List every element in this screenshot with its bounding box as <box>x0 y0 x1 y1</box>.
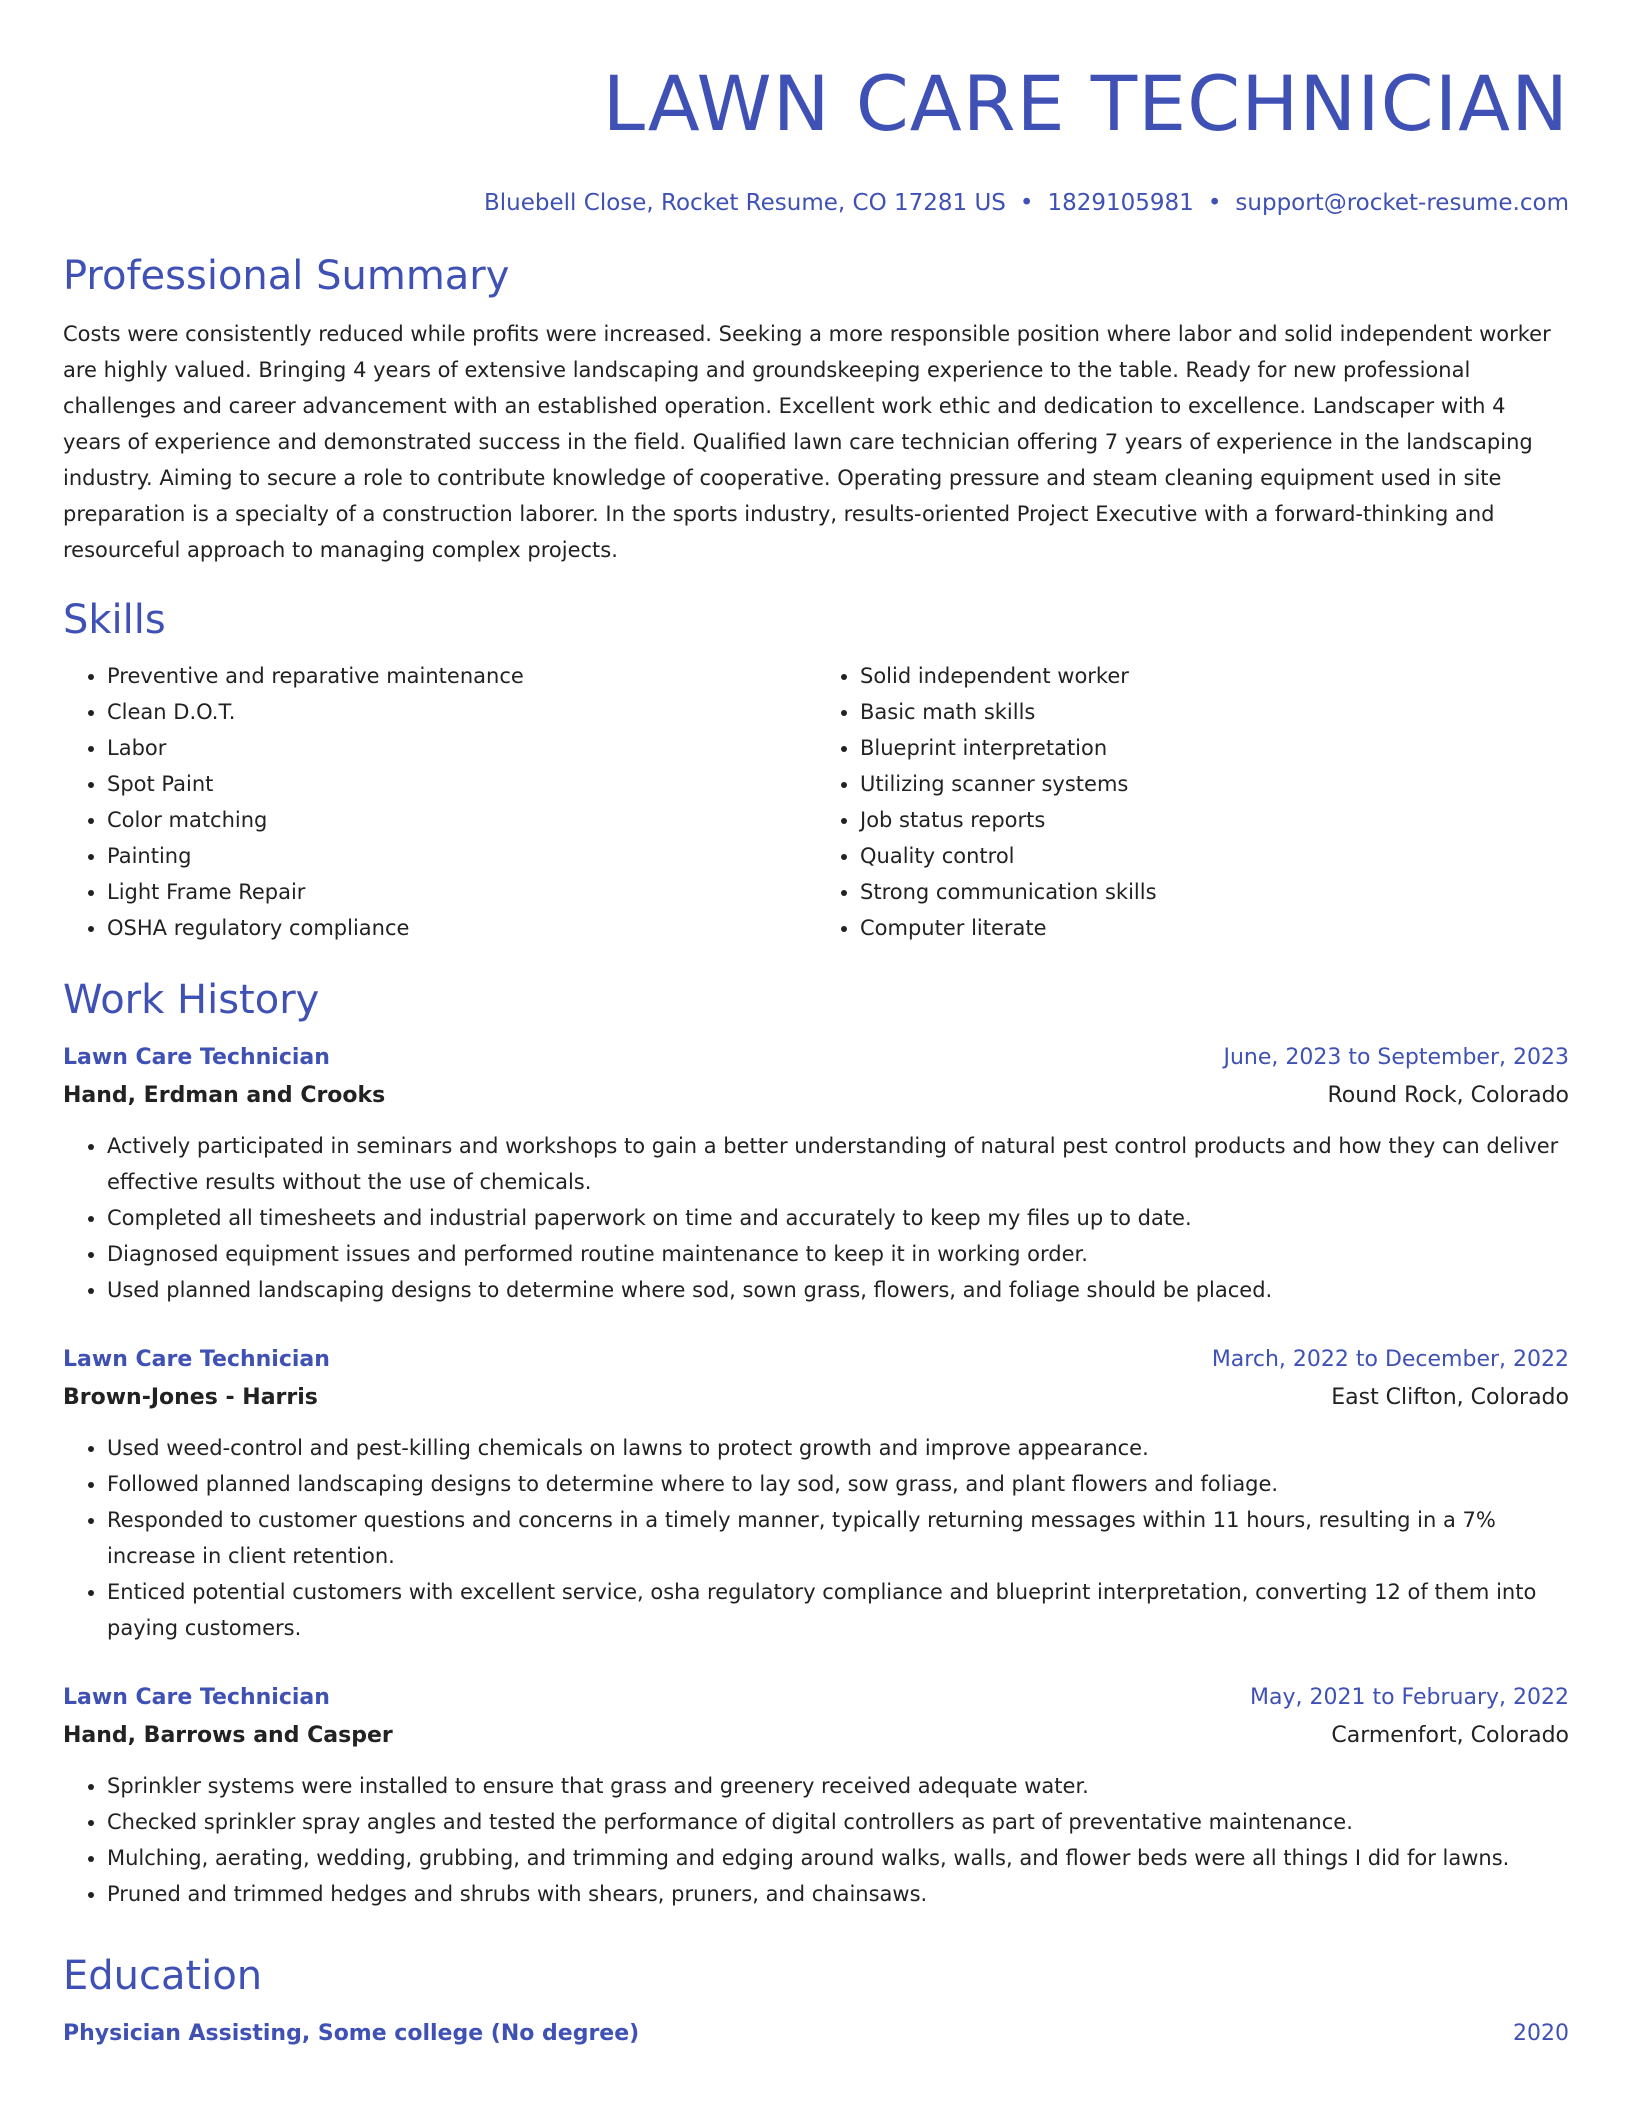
contact-separator: • <box>1207 190 1222 216</box>
job-bullet: • Used weed-control and pest-killing chemicals on lawns to protect growth and improve appearance. <box>107 1430 1569 1466</box>
skill-item: • Blueprint interpretation <box>860 730 1569 766</box>
skill-item: • Color matching <box>107 802 816 838</box>
job-title: Lawn Care Technician <box>63 1347 330 1372</box>
job-company: Hand, Erdman and Crooks <box>63 1083 386 1108</box>
job-bullets <box>63 1128 1569 1308</box>
job-bullet: • Mulching, aerating, wedding, grubbing, and trimming and edging around walks, walls, and flower beds were all things I did for lawns. <box>107 1840 1569 1876</box>
contact-line <box>63 188 1569 218</box>
job-bullet: • Responded to customer questions and concerns in a timely manner, typically returning messages within 11 hours, resulting in a 7% increase in client retention. <box>107 1502 1569 1574</box>
job-company: Brown-Jones - Harris <box>63 1385 318 1410</box>
job-dates: May, 2021 to February, 2022 <box>1250 1685 1569 1710</box>
education-entry <box>63 2016 1569 2052</box>
contact-address: Bluebell Close, Rocket Resume, CO 17281 US <box>484 190 1006 216</box>
skill-item: • Clean D.O.T. <box>107 694 816 730</box>
job-title: Lawn Care Technician <box>63 1685 330 1710</box>
summary-heading: Professional Summary <box>63 253 510 299</box>
skills-heading: Skills <box>63 597 166 643</box>
work-history-heading: Work History <box>63 977 320 1023</box>
skill-item: • OSHA regulatory compliance <box>107 910 816 946</box>
education-heading: Education <box>63 1953 263 1999</box>
job-entry <box>63 1040 1569 1308</box>
skill-item: • Painting <box>107 838 816 874</box>
skills-column-right <box>816 658 1569 946</box>
skill-item: • Basic math skills <box>860 694 1569 730</box>
contact-phone: 1829105981 <box>1047 190 1194 216</box>
skill-item: • Light Frame Repair <box>107 874 816 910</box>
skill-item: • Computer literate <box>860 910 1569 946</box>
job-bullet: • Actively participated in seminars and workshops to gain a better understanding of natural pest control products and how they can deliver effective results without the use of chemicals. <box>107 1128 1569 1200</box>
job-bullet: • Pruned and trimmed hedges and shrubs with shears, pruners, and chainsaws. <box>107 1876 1569 1912</box>
contact-email: support@rocket-resume.com <box>1235 190 1569 216</box>
job-title: Lawn Care Technician <box>63 1045 330 1070</box>
job-dates: June, 2023 to September, 2023 <box>1223 1045 1569 1070</box>
skill-item: • Preventive and reparative maintenance <box>107 658 816 694</box>
job-bullet: • Sprinkler systems were installed to ensure that grass and greenery received adequate water. <box>107 1768 1569 1804</box>
resume-name: LAWN CARE TECHNICIAN <box>602 59 1569 148</box>
skill-item: • Utilizing scanner systems <box>860 766 1569 802</box>
skill-item: • Job status reports <box>860 802 1569 838</box>
job-location: Round Rock, Colorado <box>1327 1083 1569 1108</box>
skill-item: • Solid independent worker <box>860 658 1569 694</box>
job-bullets <box>63 1430 1569 1646</box>
job-location: East Clifton, Colorado <box>1331 1385 1569 1410</box>
job-bullet: • Enticed potential customers with excellent service, osha regulatory compliance and blueprint interpretation, converting 12 of them into paying customers. <box>107 1574 1569 1646</box>
job-bullet: • Completed all timesheets and industrial paperwork on time and accurately to keep my files up to date. <box>107 1200 1569 1236</box>
contact-separator: • <box>1019 190 1034 216</box>
job-bullet: • Used planned landscaping designs to determine where sod, sown grass, flowers, and foliage should be placed. <box>107 1272 1569 1308</box>
education-year: 2020 <box>1513 2021 1569 2046</box>
skill-item: • Labor <box>107 730 816 766</box>
job-entry <box>63 1342 1569 1646</box>
job-location: Carmenfort, Colorado <box>1331 1723 1569 1748</box>
summary-text: Costs were consistently reduced while profits were increased. Seeking a more responsible position where labor and solid independent worker are highly valued. Bringing 4 years of extensive landscaping and groundskeeping experience to the table. Ready for new professional challenges and career advancement with an established operation. Excellent work ethic and dedication to excellence. Landscaper with 4 years of experience and demonstrated success in the field. Qualified lawn care technician offering 7 years of experience in the landscaping industry. Aiming to secure a role to contribute knowledge of cooperative. Operating pressure and steam cleaning equipment used in site preparation is a specialty of a construction laborer. In the sports industry, results-oriented Project Executive with a forward-thinking and resourceful approach to managing complex projects. <box>63 322 1551 562</box>
job-dates: March, 2022 to December, 2022 <box>1211 1347 1569 1372</box>
resume-header <box>63 0 1569 218</box>
job-bullet: • Checked sprinkler spray angles and tested the performance of digital controllers as part of preventative maintenance. <box>107 1804 1569 1840</box>
skills-list <box>63 658 1569 946</box>
skills-column-left <box>63 658 816 946</box>
job-bullets <box>63 1768 1569 1912</box>
skill-item: • Spot Paint <box>107 766 816 802</box>
education-degree: Physician Assisting, Some college (No degree) <box>63 2021 640 2046</box>
job-company: Hand, Barrows and Casper <box>63 1723 393 1748</box>
job-bullet: • Followed planned landscaping designs to determine where to lay sod, sow grass, and plant flowers and foliage. <box>107 1466 1569 1502</box>
job-bullet: • Diagnosed equipment issues and performed routine maintenance to keep it in working order. <box>107 1236 1569 1272</box>
job-entry <box>63 1680 1569 1912</box>
skill-item: • Quality control <box>860 838 1569 874</box>
skill-item: • Strong communication skills <box>860 874 1569 910</box>
